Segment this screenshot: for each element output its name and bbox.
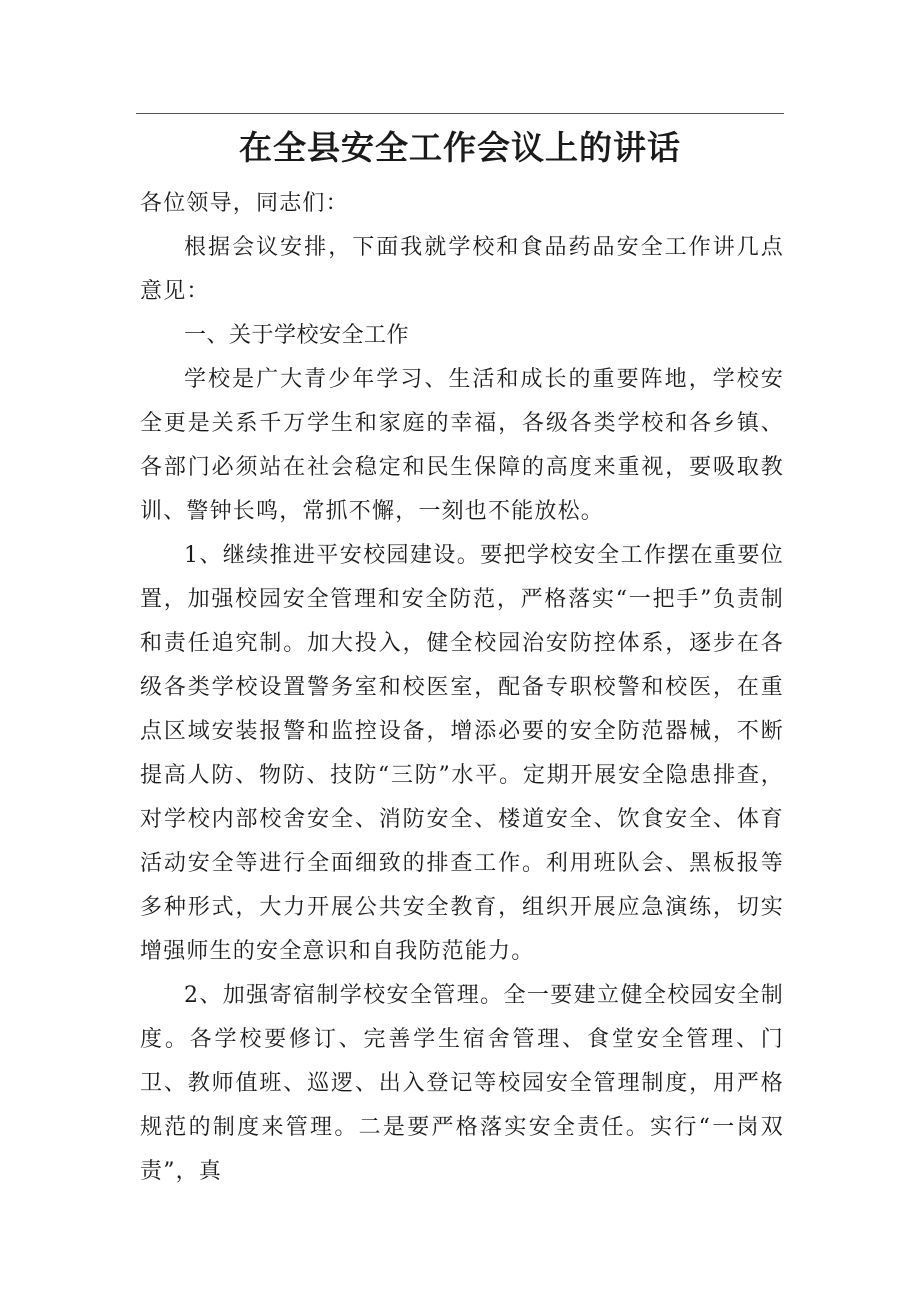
- section-paragraph-school-safety: 学校是广大青少年学习、生活和成长的重要阵地，学校安全更是关系千万学生和家庭的幸福，各级各类学校和各乡镇、各部门必须站在社会稳定和民生保障的高度来重视，要吸取教训、警钟长鸣，常抓不懈，一刻也不能放松。: [140, 367, 784, 524]
- document-title: 在全县安全工作会议上的讲话: [239, 128, 681, 167]
- intro-paragraph: 根据会议安排，下面我就学校和食品药品安全工作讲几点意见：: [140, 235, 784, 304]
- item-paragraph-2: 2、加强寄宿制学校安全管理。全一要建立健全校园安全制度。各学校要修订、完善学生宿舍管理、食堂安全管理、门卫、教师值班、巡逻、出入登记等校园安全管理制度，用严格规范的制度来管理。二是要严格落实安全责任。实行“一岗双责”，真: [140, 983, 784, 1184]
- salutation: 各位领导，同志们：: [140, 191, 349, 216]
- document-body: [140, 182, 784, 1194]
- header-rule: [136, 113, 784, 114]
- item-paragraph-1: 1、继续推进平安校园建设。要把学校安全工作摆在重要位置，加强校园安全管理和安全防范，严格落实“一把手”负责制和责任追究制。加大投入，健全校园治安防控体系，逐步在各级各类学校设置警务室和校医室，配备专职校警和校医，在重点区域安装报警和监控设备，增添必要的安全防范器械，不断提高人防、物防、技防“三防”水平。定期开展安全隐患排查，对学校内部校舍安全、消防安全、楼道安全、饮食安全、体育活动安全等进行全面细致的排查工作。利用班队会、黑板报等多种形式，大力开展公共安全教育，组织开展应急演练，切实增强师生的安全意识和自我防范能力。: [140, 543, 784, 964]
- section-heading-school-safety: 一、关于学校安全工作: [184, 323, 410, 348]
